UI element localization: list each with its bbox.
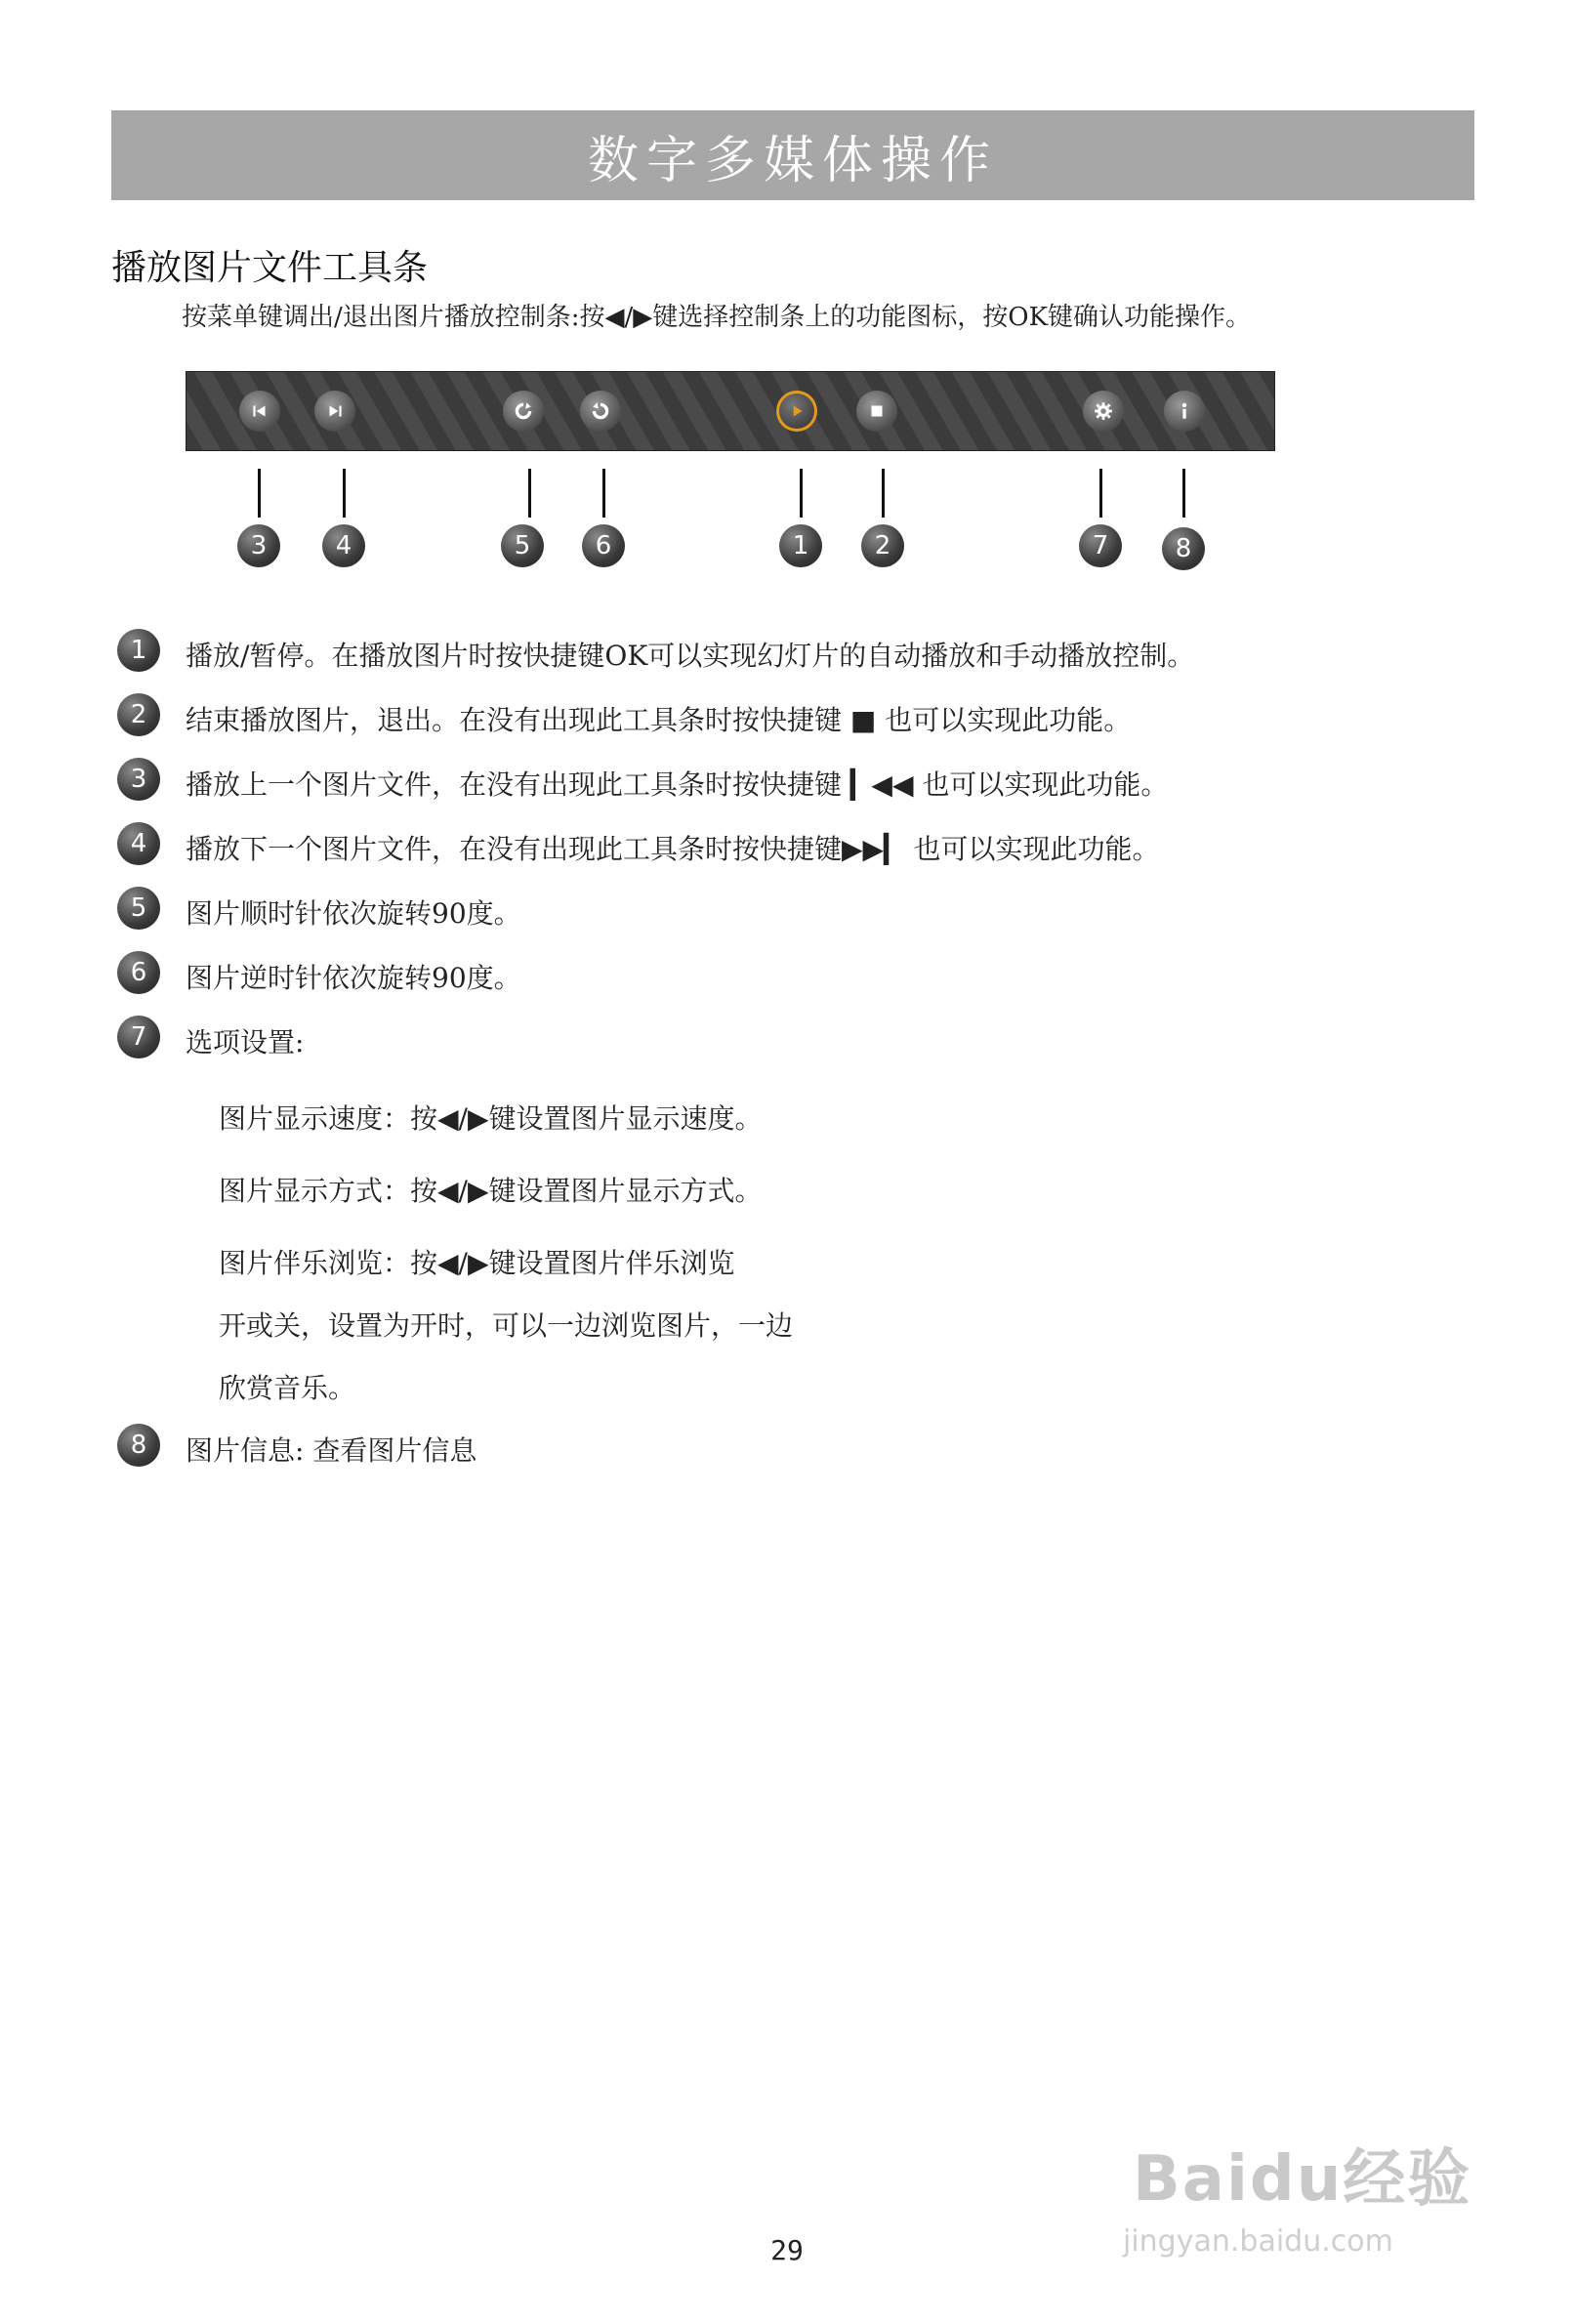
page-number: 29 <box>770 2234 804 2266</box>
item-text: 选项设置: <box>186 1026 305 1058</box>
watermark <box>1123 2109 1513 2265</box>
callout-line <box>258 469 261 518</box>
info-icon <box>1164 391 1205 432</box>
callout-number: 6 <box>582 524 625 567</box>
callout-number: 8 <box>1162 527 1205 570</box>
section-title: 播放图片文件工具条 <box>111 248 429 288</box>
item-number: 1 <box>117 629 160 672</box>
item-number: 7 <box>117 1016 160 1058</box>
callout-line <box>1099 469 1102 518</box>
gear-icon <box>1083 391 1124 432</box>
chapter-title: 数字多媒体操作 <box>587 131 998 190</box>
item-number: 2 <box>117 693 160 736</box>
item-text: 播放/暂停。在播放图片时按快捷键OK可以实现幻灯片的自动播放和手动播放控制。 <box>186 640 1195 672</box>
item-text: 播放下一个图片文件，在没有出现此工具条时按快捷键▶▶▎ 也可以实现此功能。 <box>186 833 1160 865</box>
option-line: 图片伴乐浏览：按◀/▶键设置图片伴乐浏览 <box>219 1247 735 1279</box>
callout-line <box>528 469 531 518</box>
rotate-counterclockwise-icon <box>580 391 621 432</box>
option-line: 欣赏音乐。 <box>219 1372 356 1404</box>
item-number: 3 <box>117 758 160 801</box>
option-line: 图片显示方式：按◀/▶键设置图片显示方式。 <box>219 1175 763 1207</box>
item-number: 8 <box>117 1424 160 1467</box>
item-text: 图片顺时针依次旋转90度。 <box>186 897 521 930</box>
watermark-logo: Baidu经验 <box>1133 2143 1472 2216</box>
skip-next-icon <box>314 391 355 432</box>
callout-line <box>343 469 346 518</box>
item-text: 图片信息: 查看图片信息 <box>186 1434 477 1467</box>
callout-line <box>602 469 605 518</box>
callout-number: 3 <box>237 524 280 567</box>
callout-number: 1 <box>779 524 822 567</box>
callout-number: 7 <box>1079 524 1122 567</box>
chapter-banner <box>111 110 1474 200</box>
item-number: 6 <box>117 951 160 994</box>
item-text: 图片逆时针依次旋转90度。 <box>186 962 521 994</box>
item-text: 播放上一个图片文件，在没有出现此工具条时按快捷键 ▎◀◀ 也可以实现此功能。 <box>186 768 1169 801</box>
callout-line <box>800 469 803 518</box>
callout-number: 4 <box>322 524 365 567</box>
item-number: 4 <box>117 822 160 865</box>
option-line: 开或关，设置为开时，可以一边浏览图片，一边 <box>219 1309 794 1342</box>
photo-toolbar <box>186 371 1275 451</box>
option-line: 图片显示速度：按◀/▶键设置图片显示速度。 <box>219 1102 763 1135</box>
item-text: 结束播放图片，退出。在没有出现此工具条时按快捷键 ■ 也可以实现此功能。 <box>186 704 1132 736</box>
section-intro: 按菜单键调出/退出图片播放控制条:按◀/▶键选择控制条上的功能图标，按OK键确认功能操作。 <box>182 303 1252 332</box>
callout-line <box>882 469 885 518</box>
callout-line <box>1182 469 1185 518</box>
skip-previous-icon <box>239 391 280 432</box>
stop-icon <box>856 391 897 432</box>
item-number: 5 <box>117 887 160 930</box>
play-icon <box>776 391 817 432</box>
rotate-clockwise-icon <box>503 391 544 432</box>
watermark-url: jingyan.baidu.com <box>1123 2224 1393 2259</box>
callout-number: 5 <box>501 524 544 567</box>
callout-number: 2 <box>861 524 904 567</box>
